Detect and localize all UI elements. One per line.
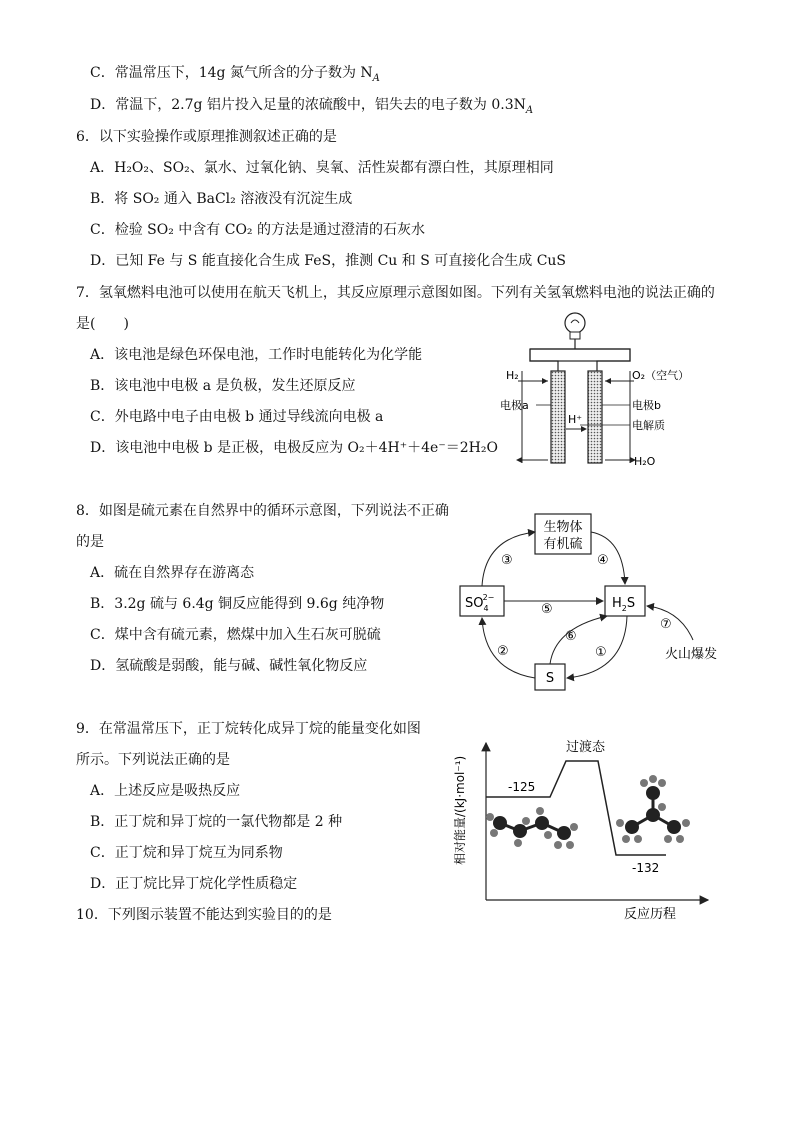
h2-label: H₂	[506, 369, 519, 382]
q7-option-d: D．该电池中电极 b 是正极，电极反应为 O₂＋4H⁺＋4e⁻＝2H₂O	[90, 440, 498, 456]
step-7-label: ⑦	[660, 617, 672, 632]
light-bulb-icon	[565, 313, 585, 339]
step-6-label: ⑥	[565, 629, 577, 644]
q8-stem-cont: 的是	[76, 534, 104, 550]
h2o-label: H₂O	[634, 455, 656, 468]
step-5-label: ⑤	[541, 602, 553, 617]
step-2-label: ②	[497, 644, 509, 659]
q9-option-c: C．正丁烷和异丁烷互为同系物	[90, 845, 283, 861]
q9-option-a: A．上述反应是吸热反应	[90, 783, 241, 799]
h2s-label: $H_2S$	[612, 596, 636, 613]
q8-option-b: B．3.2g 硫与 6.4g 铜反应能得到 9.6g 纯净物	[90, 596, 385, 612]
step-4-label: ④	[597, 553, 609, 568]
q5-option-c: C．常温常压下，14g 氮气所含的分子数为 $N_A$	[90, 65, 380, 84]
electrode-a	[551, 371, 565, 463]
q6-stem: 6．以下实验操作或原理推测叙述正确的是	[76, 129, 337, 145]
q7-option-a: A．该电池是绿色环保电池，工作时电能转化为化学能	[90, 347, 423, 363]
q9-option-b: B．正丁烷和异丁烷的一氯代物都是 2 种	[90, 814, 343, 830]
x-axis-label: 反应历程	[624, 907, 677, 922]
electrode-a-label: 电极a	[500, 399, 529, 412]
q5-option-d: D．常温下，2.7g 铝片投入足量的浓硫酸中，铝失去的电子数为 $0.3N_A$	[90, 97, 534, 116]
sulfate-label: $SO_42-$	[465, 593, 495, 613]
q7-option-c: C．外电路中电子由电极 b 通过导线流向电极 a	[90, 409, 384, 425]
energy-product-label: -132	[632, 861, 660, 875]
energy-diagram	[448, 735, 720, 925]
sulfur-cycle-diagram	[455, 510, 735, 695]
electrode-b-label: 电极b	[632, 399, 661, 412]
step-1-label: ①	[595, 645, 607, 660]
q7-stem: 7．氢氧燃料电池可以使用在航天飞机上，其反应原理示意图如图。下列有关氢氧燃料电池的说法正确的	[76, 285, 715, 301]
q6-option-b: B．将 SO₂ 通入 BaCl₂ 溶液没有沉淀生成	[90, 191, 353, 207]
volcano-label: 火山爆发	[665, 647, 718, 662]
sulfur-label: S	[545, 671, 555, 686]
bio-label-2: 有机硫	[543, 537, 583, 552]
q8-option-d: D．氢硫酸是弱酸，能与碱、碱性氧化物反应	[90, 658, 368, 674]
isobutane-model-icon	[616, 775, 690, 843]
q10-stem: 10．下列图示装置不能达到实验目的的是	[76, 907, 332, 923]
electrolyte-label: 电解质	[632, 419, 665, 432]
q9-option-d: D．正丁烷比异丁烷化学性质稳定	[90, 876, 298, 892]
q8-option-a: A．硫在自然界存在游离态	[90, 565, 255, 581]
q7-stem-cont: 是( )	[76, 316, 129, 332]
q6-option-a: A．H₂O₂、SO₂、氯水、过氧化钠、臭氧、活性炭都有漂白性，其原理相同	[90, 160, 554, 176]
h-plus-label: H⁺	[568, 413, 583, 426]
q6-option-d: D．已知 Fe 与 S 能直接化合生成 FeS，推测 Cu 和 S 可直接化合生成 CuS	[90, 253, 567, 269]
transition-state-label: 过渡态	[566, 740, 606, 755]
energy-reactant-label: -125	[508, 780, 536, 794]
o2-label: O₂（空气）	[632, 369, 690, 382]
q7-option-b: B．该电池中电极 a 是负极，发生还原反应	[90, 378, 356, 394]
electrode-b	[588, 371, 602, 463]
step-3-label: ③	[501, 553, 513, 568]
external-circuit	[530, 339, 630, 371]
fuel-cell-diagram	[500, 305, 730, 470]
n-butane-model-icon	[486, 807, 578, 849]
q9-stem-cont: 所示。下列说法正确的是	[76, 752, 230, 768]
q6-option-c: C．检验 SO₂ 中含有 CO₂ 的方法是通过澄清的石灰水	[90, 222, 425, 238]
q8-stem: 8．如图是硫元素在自然界中的循环示意图，下列说法不正确	[76, 503, 449, 519]
y-axis-label: 相对能量/(kJ·mol⁻¹)	[453, 755, 467, 865]
q9-stem: 9．在常温常压下，正丁烷转化成异丁烷的能量变化如图	[76, 721, 421, 737]
q8-option-c: C．煤中含有硫元素，燃煤中加入生石灰可脱硫	[90, 627, 381, 643]
bio-label-1: 生物体	[543, 520, 583, 535]
